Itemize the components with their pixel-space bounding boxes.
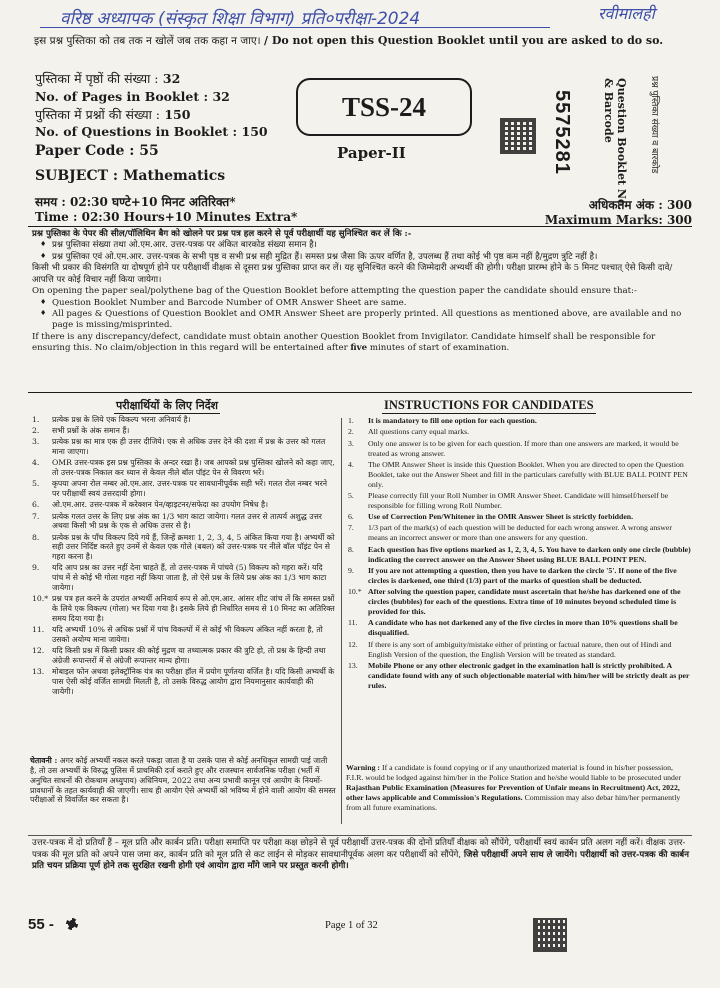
instruction-text: Please correctly fill your Roll Number in OMR Answer Sheet. Candidate will himself/herself be responsible for filling wrong Roll Number. bbox=[368, 490, 669, 510]
instruction-text: सभी प्रश्नों के अंक समान हैं। bbox=[52, 426, 130, 436]
instruction-number: 6. bbox=[348, 512, 354, 522]
instruction-item bbox=[30, 479, 336, 499]
instruction-text: After solving the question paper, candidate must ascertain that he/she has darkened one of the circles (bubbles) for each of the questions. Extra time of 10 minutes beyond scheduled time is provided for this. bbox=[368, 587, 681, 617]
intro-english-bullet: ♦ All pages & Questions of Question Booklet and OMR Answer Sheet are properly printed. All questions as mentioned above, are available and no page is missing/misprinted. bbox=[32, 309, 690, 332]
do-not-open-hindi: इस प्रश्न पुस्तिका को तब तक न खोलें जब तक कहा न जाए। bbox=[34, 35, 261, 47]
do-not-open-english: / Do not open this Question Booklet until you are asked to do so. bbox=[263, 34, 664, 47]
page-number: Page 1 of 32 bbox=[325, 920, 378, 931]
instruction-text: Use of Correction Pen/Whitener in the OMR Answer Sheet is strictly forbidden. bbox=[368, 512, 634, 522]
instruction-item bbox=[346, 427, 691, 437]
max-marks-hindi: अधिकतम अंक : 300 bbox=[588, 198, 692, 212]
instruction-text: OMR उत्तर-पत्रक इस प्रश्न पुस्तिका के अन्दर रखा है। जब आपको प्रश्न पुस्तिका खोलने को कहा जाए, तो उत्तर-पत्रक निकाल कर ध्यान से केवल नीले बॉल पॉइंट पेन से विवरण भरें। bbox=[52, 458, 335, 478]
divider bbox=[28, 392, 692, 393]
instruction-number: 10.* bbox=[348, 587, 362, 597]
instruction-item bbox=[346, 566, 691, 586]
instruction-text: यदि किसी प्रश्न में किसी प्रकार की कोई मुद्रण या तथ्यात्मक प्रकार की त्रुटि हो, तो प्रश्न के हिन्दी तथा अंग्रेजी रूपान्तरों में से अंग्रेजी रूपान्तर मान्य होगा। bbox=[52, 646, 326, 666]
instruction-number: 11. bbox=[348, 618, 358, 628]
instruction-number: 6. bbox=[32, 500, 40, 510]
instruction-number: 4. bbox=[32, 458, 40, 468]
instruction-text: 1/3 part of the mark(s) of each question will be deducted for each wrong answer. A wrong answer means an incorrect answer or more than one answers for any question. bbox=[368, 523, 672, 543]
instruction-item bbox=[346, 640, 691, 660]
instruction-number: 7. bbox=[348, 523, 354, 533]
seal-opening-instructions bbox=[32, 229, 690, 355]
instruction-text: All questions carry equal marks. bbox=[368, 427, 470, 437]
instruction-item bbox=[30, 646, 336, 666]
qr-code-icon bbox=[533, 918, 567, 952]
instruction-number: 8. bbox=[348, 544, 354, 554]
english-instructions-list bbox=[346, 416, 691, 692]
instruction-number: 12. bbox=[348, 639, 358, 649]
instruction-text: प्रत्येक प्रश्न के लिये एक विकल्प भरना अनिवार्य है। bbox=[52, 415, 191, 424]
instruction-number: 3. bbox=[32, 437, 40, 447]
instruction-number: 10.* bbox=[32, 594, 49, 604]
paper-label: Paper-II bbox=[337, 144, 406, 162]
instruction-item bbox=[30, 667, 336, 697]
divider bbox=[28, 835, 692, 836]
instruction-text: यदि अभ्यर्थी 10% से अधिक प्रश्नों में पांच विकल्पों में से कोई भी विकल्प अंकित नहीं करता है, तो उसको अयोग्य माना जायेगा। bbox=[52, 625, 323, 645]
instruction-number: 11. bbox=[32, 625, 45, 635]
instruction-text: Each question has five options marked as 1, 2, 3, 4, 5. You have to darken only one circle (bubble) indicating the correct answer on the Answer Sheet using BLUE BALL POINT PEN. bbox=[368, 544, 691, 564]
instruction-item bbox=[346, 523, 691, 543]
intro-english-tail: If there is any discrepancy/defect, candidate must obtain another Question Booklet from Invigilator. Candidate himself shall be responsible for ensuring this. No claim/objection in this regard will be entertained after five minutes of start of examination. bbox=[32, 331, 656, 354]
questions-english-line: No. of Questions in Booklet : 150 bbox=[35, 124, 268, 139]
questions-hindi-line: पुस्तिका में प्रश्नों की संख्या : 150 bbox=[35, 107, 191, 122]
instruction-number: 5. bbox=[348, 490, 354, 500]
divider bbox=[28, 226, 692, 227]
time-english: Time : 02:30 Hours+10 Minutes Extra* bbox=[35, 210, 298, 224]
qr-code-icon bbox=[500, 118, 536, 154]
instruction-item bbox=[346, 661, 691, 691]
handwritten-exam-title: वरिष्ठ अध्यापक (संस्कृत शिक्षा विभाग) प्रति०परीक्षा-2024 bbox=[60, 9, 421, 29]
instruction-item bbox=[30, 512, 336, 532]
instruction-number: 3. bbox=[348, 438, 354, 448]
page-code: 55 - bbox=[28, 916, 54, 933]
handwritten-underline bbox=[40, 27, 550, 28]
instruction-item bbox=[30, 563, 336, 593]
english-warning: Warning : If a candidate is found copying or if any unauthorized material is found in his/her possession, F.I.R. would be lodged against him/her in the Police Station and he/she would liable to be prosecuted under Rajasthan Public Examination (Measures for Prevention of Unfair means in Recruitment) Act, 2022, other laws applicable and Commission's Regulations. Commission may also debar him/her permanently from all future examinations. bbox=[346, 763, 682, 812]
instruction-item bbox=[346, 587, 691, 617]
instruction-number: 4. bbox=[348, 459, 354, 469]
instruction-number: 1. bbox=[32, 415, 40, 424]
instruction-number: 5. bbox=[32, 479, 40, 489]
instruction-text: Only one answer is to be given for each question. If more than one answers are marked, it would be treated as wrong answer. bbox=[368, 438, 679, 458]
instruction-text: ओ.एम.आर. उत्तर-पत्रक में करेक्शन पेन/व्हाइटनर/सफेदा का उपयोग निषेध है। bbox=[52, 500, 269, 510]
instruction-text: प्रत्येक प्रश्न के पाँच विकल्प दिये गये हैं, जिन्हें क्रमशः 1, 2, 3, 4, 5 अंकित किया गया है। अभ्यर्थी को सही उत्तर निर्दिष्ट करते हुए उनमें से केवल एक गोले (बबल) को उत्तर-पत्रक पर नीले बॉल पॉइंट पेन से गहरा करना है। bbox=[52, 532, 335, 562]
time-hindi: समय : 02:30 घण्टे+10 मिनट अतिरिक्त* bbox=[35, 195, 236, 209]
instruction-text: कृपया अपना रोल नम्बर ओ.एम.आर. उत्तर-पत्रक पर सावधानीपूर्वक सही भरें। गलत रोल नम्बर भरने पर परीक्षार्थी स्वयं उत्तरदायी होगा। bbox=[52, 479, 328, 499]
instruction-item bbox=[30, 415, 336, 425]
instruction-number: 2. bbox=[32, 426, 40, 436]
instruction-item bbox=[30, 458, 336, 478]
intro-hindi-bullet: ♦ प्रश्न पुस्तिका एवं ओ.एम.आर. उत्तर-पत्रक के सभी पृष्ठ व सभी प्रश्न सही मुद्रित हैं। समस्त प्रश्न जैसा कि ऊपर वर्णित है, उपलब्ध हैं तथा कोई भी पृष्ठ कम नहीं है/मुद्रण त्रुटि नहीं है। bbox=[32, 252, 690, 263]
instruction-item bbox=[346, 416, 691, 426]
instruction-item bbox=[346, 618, 691, 638]
handwritten-signature: रवीमालही bbox=[598, 4, 655, 23]
instruction-item bbox=[346, 439, 691, 459]
instruction-item bbox=[346, 491, 691, 511]
instruction-item bbox=[30, 426, 336, 436]
instruction-item bbox=[346, 460, 691, 490]
paper-code-line: Paper Code : 55 bbox=[35, 143, 159, 159]
instruction-item bbox=[30, 625, 336, 645]
instruction-number: 12. bbox=[32, 646, 45, 656]
instruction-text: The OMR Answer Sheet is inside this Question Booklet. When you are directed to open the Question Booklet, take out the Answer Sheet and fill in the particulars carefully with BLUE BALL POINT PEN only. bbox=[368, 459, 688, 489]
instruction-item bbox=[30, 437, 336, 457]
instruction-text: मोबाइल फोन अथवा इलेक्ट्रॉनिक यंत्र का परीक्षा हॉल में प्रयोग पूर्णतया वर्जित है। यदि किसी अभ्यर्थी के पास ऐसी कोई वर्जित सामग्री मिलती है, तो उसके विरुद्ध आयोग द्वारा नियमानुसार कार्यवाही की जायेगी। bbox=[52, 667, 335, 696]
instruction-text: A candidate who has not darkened any of the five circles in more than 10% questions shall be disqualified. bbox=[368, 618, 678, 638]
instruction-text: यदि आप प्रश्न का उत्तर नहीं देना चाहते हैं, तो उत्तर-पत्रक में पांचवे (5) विकल्प को गहरा करें। यदि पांच में से कोई भी गोला गहरा नहीं किया जाता है, तो ऐसे प्रश्न के लिये प्रश्न अंक का 1/3 भाग काटा जायेगा। bbox=[52, 563, 327, 593]
intro-hindi-tail: किसी भी प्रकार की विसंगति या दोषपूर्ण होने पर परीक्षार्थी वीक्षक से दूसरा प्रश्न पुस्तिका प्राप्त कर लें। यह सुनिश्चित करने की जिम्मेदारी अभ्यर्थी की होगी। परीक्षा प्रारम्भ होने के 5 मिनट पश्चात् ऐसे किसी दावे/आपत्ति पर कोई विचार नहीं किया जायेगा। bbox=[32, 263, 673, 285]
instruction-number: 2. bbox=[348, 427, 354, 437]
carbon-copy-note: उत्तर-पत्रक में दो प्रतियाँ हैं – मूल प्रति और कार्बन प्रति। परीक्षा समाप्ति पर परीक्षा कक्ष छोड़ने से पूर्व परीक्षार्थी उत्तर-पत्रक की दोनों प्रतियाँ वीक्षक को सौंपेंगे, परीक्षार्थी स्वयं कार्बन प्रति अलग नहीं करें। वीक्षक उत्तर-पत्रक की मूल प्रति को अपने पास जमा कर, कार्बन प्रति को मूल प्रति से कट लाईन से मोड़कर सावधानीपूर्वक अलग कर परीक्षार्थी को सौंपेंगे, जिसे परीक्षार्थी अपने साथ ले जायेंगे। परीक्षार्थी को उत्तर-पत्रक की कार्बन प्रति चयन प्रक्रिया पूर्ण होने तक सुरक्षित रखनी होगी एवं आयोग द्वारा माँगे जाने पर प्रस्तुत करनी होगी। bbox=[32, 838, 689, 872]
intro-hindi-bullet: ♦ प्रश्न पुस्तिका संख्या तथा ओ.एम.आर. उत्तर-पत्रक पर अंकित बारकोड संख्या समान है। bbox=[32, 240, 690, 251]
subject-line: SUBJECT : Mathematics bbox=[35, 168, 226, 184]
do-not-open-instruction bbox=[34, 34, 663, 48]
hindi-warning: चेतावनी : अगर कोई अभ्यर्थी नकल करते पकड़ा जाता है या उसके पास से कोई अनधिकृत सामग्री पाई जाती है, तो उस अभ्यर्थी के विरुद्ध पुलिस में प्राथमिकी दर्ज कराते हुए और राजस्थान सार्वजनिक परीक्षा (भर्ती में अनुचित साधनों की रोकथाम अध्युपाय) अधिनियम, 2022 तथा अन्य प्रभावी कानून एवं आयोग के नियमों-प्रावधानों के तहत कार्यवाही की जाएगी। साथ ही आयोग ऐसे अभ्यर्थी को भविष्य में होने वाली आयोग की समस्त परीक्षाओं से विवर्जित कर सकता है। bbox=[30, 756, 336, 805]
instruction-text: प्रश्न पत्र हल करने के उपरांत अभ्यर्थी अनिवार्य रूप से ओ.एम.आर. आंसर शीट जांच लें कि समस्त प्रश्नों के लिये एक विकल्प (गोला) भर दिया गया है। इसके लिये ही निर्धारित समय से 10 मिनट का अतिरिक्त समय दिया गया है। bbox=[52, 594, 335, 623]
instruction-text: प्रत्येक गलत उत्तर के लिए प्रश्न अंक का 1/3 भाग काटा जायेगा। गलत उत्तर से तात्पर्य अशुद्ध उत्तर अथवा किसी भी प्रश्न के एक से अधिक उत्तर से है। bbox=[52, 511, 322, 531]
english-instructions-heading: INSTRUCTIONS FOR CANDIDATES bbox=[384, 398, 594, 412]
instruction-item bbox=[30, 533, 336, 563]
booklet-code-box: TSS-24 bbox=[296, 78, 472, 136]
instruction-number: 13. bbox=[348, 660, 358, 670]
hindi-instructions-list bbox=[30, 415, 336, 698]
barcode-label-hindi: प्रश्न पुस्तिका संख्या व बारकोड bbox=[649, 76, 659, 174]
instruction-item bbox=[30, 594, 336, 624]
intro-english-bullet: ♦ Question Booklet Number and Barcode Number of OMR Answer Sheet are same. bbox=[32, 298, 690, 309]
max-marks-english: Maximum Marks: 300 bbox=[544, 213, 692, 227]
instruction-text: Mobile Phone or any other electronic gadget in the examination hall is strictly prohibited. A candidate found with any of such objectionable material with him/her will be strictly dealt as per rules. bbox=[368, 660, 690, 690]
pages-hindi-line: पुस्तिका में पृष्ठों की संख्या : 32 bbox=[35, 71, 181, 86]
hindi-instructions-heading: परीक्षार्थियों के लिए निर्देश bbox=[116, 399, 219, 412]
intro-hindi-lead: प्रश्न पुस्तिका के पेपर की सील/पॉलिथिन बैग को खोलने पर प्रश्न पत्र हल करने से पूर्व परीक्षार्थी यह सुनिश्चित कर लें कि :- bbox=[32, 229, 412, 239]
instruction-text: If you are not attempting a question, then you have to darken the circle '5'. If none of the five circles is darkened, one third (1/3) part of the marks of question shall be deducted. bbox=[368, 565, 677, 585]
instruction-number: 8. bbox=[32, 532, 40, 542]
pages-english-line: No. of Pages in Booklet : 32 bbox=[35, 89, 230, 104]
booklet-number: 5575281 bbox=[551, 90, 573, 175]
column-divider bbox=[341, 418, 342, 824]
instruction-number: 9. bbox=[348, 565, 354, 575]
instruction-item bbox=[346, 512, 691, 522]
instruction-item bbox=[346, 545, 691, 565]
instruction-number: 9. bbox=[32, 563, 40, 573]
instruction-number: 1. bbox=[348, 416, 354, 425]
instruction-item bbox=[30, 500, 336, 510]
instruction-number: 13. bbox=[32, 667, 45, 677]
intro-english-lead: On opening the paper seal/polythene bag of the Question Booklet before attempting the question paper the candidate should ensure that:- bbox=[32, 286, 637, 297]
instruction-number: 7. bbox=[32, 511, 40, 521]
flower-icon bbox=[66, 918, 78, 930]
instruction-text: प्रत्येक प्रश्न का मात्र एक ही उत्तर दीजिये। एक से अधिक उत्तर देने की दशा में प्रश्न के उत्तर को गलत माना जाएगा। bbox=[52, 437, 326, 457]
barcode-label-english: Question Booklet No. & Barcode bbox=[601, 78, 628, 210]
instruction-text: If there is any sort of ambiguity/mistake either of printing or factual nature, then out of Hindi and English Version of the question, the English Version will be treated as standard. bbox=[368, 639, 672, 659]
instruction-text: It is mandatory to fill one option for each question. bbox=[368, 416, 537, 425]
